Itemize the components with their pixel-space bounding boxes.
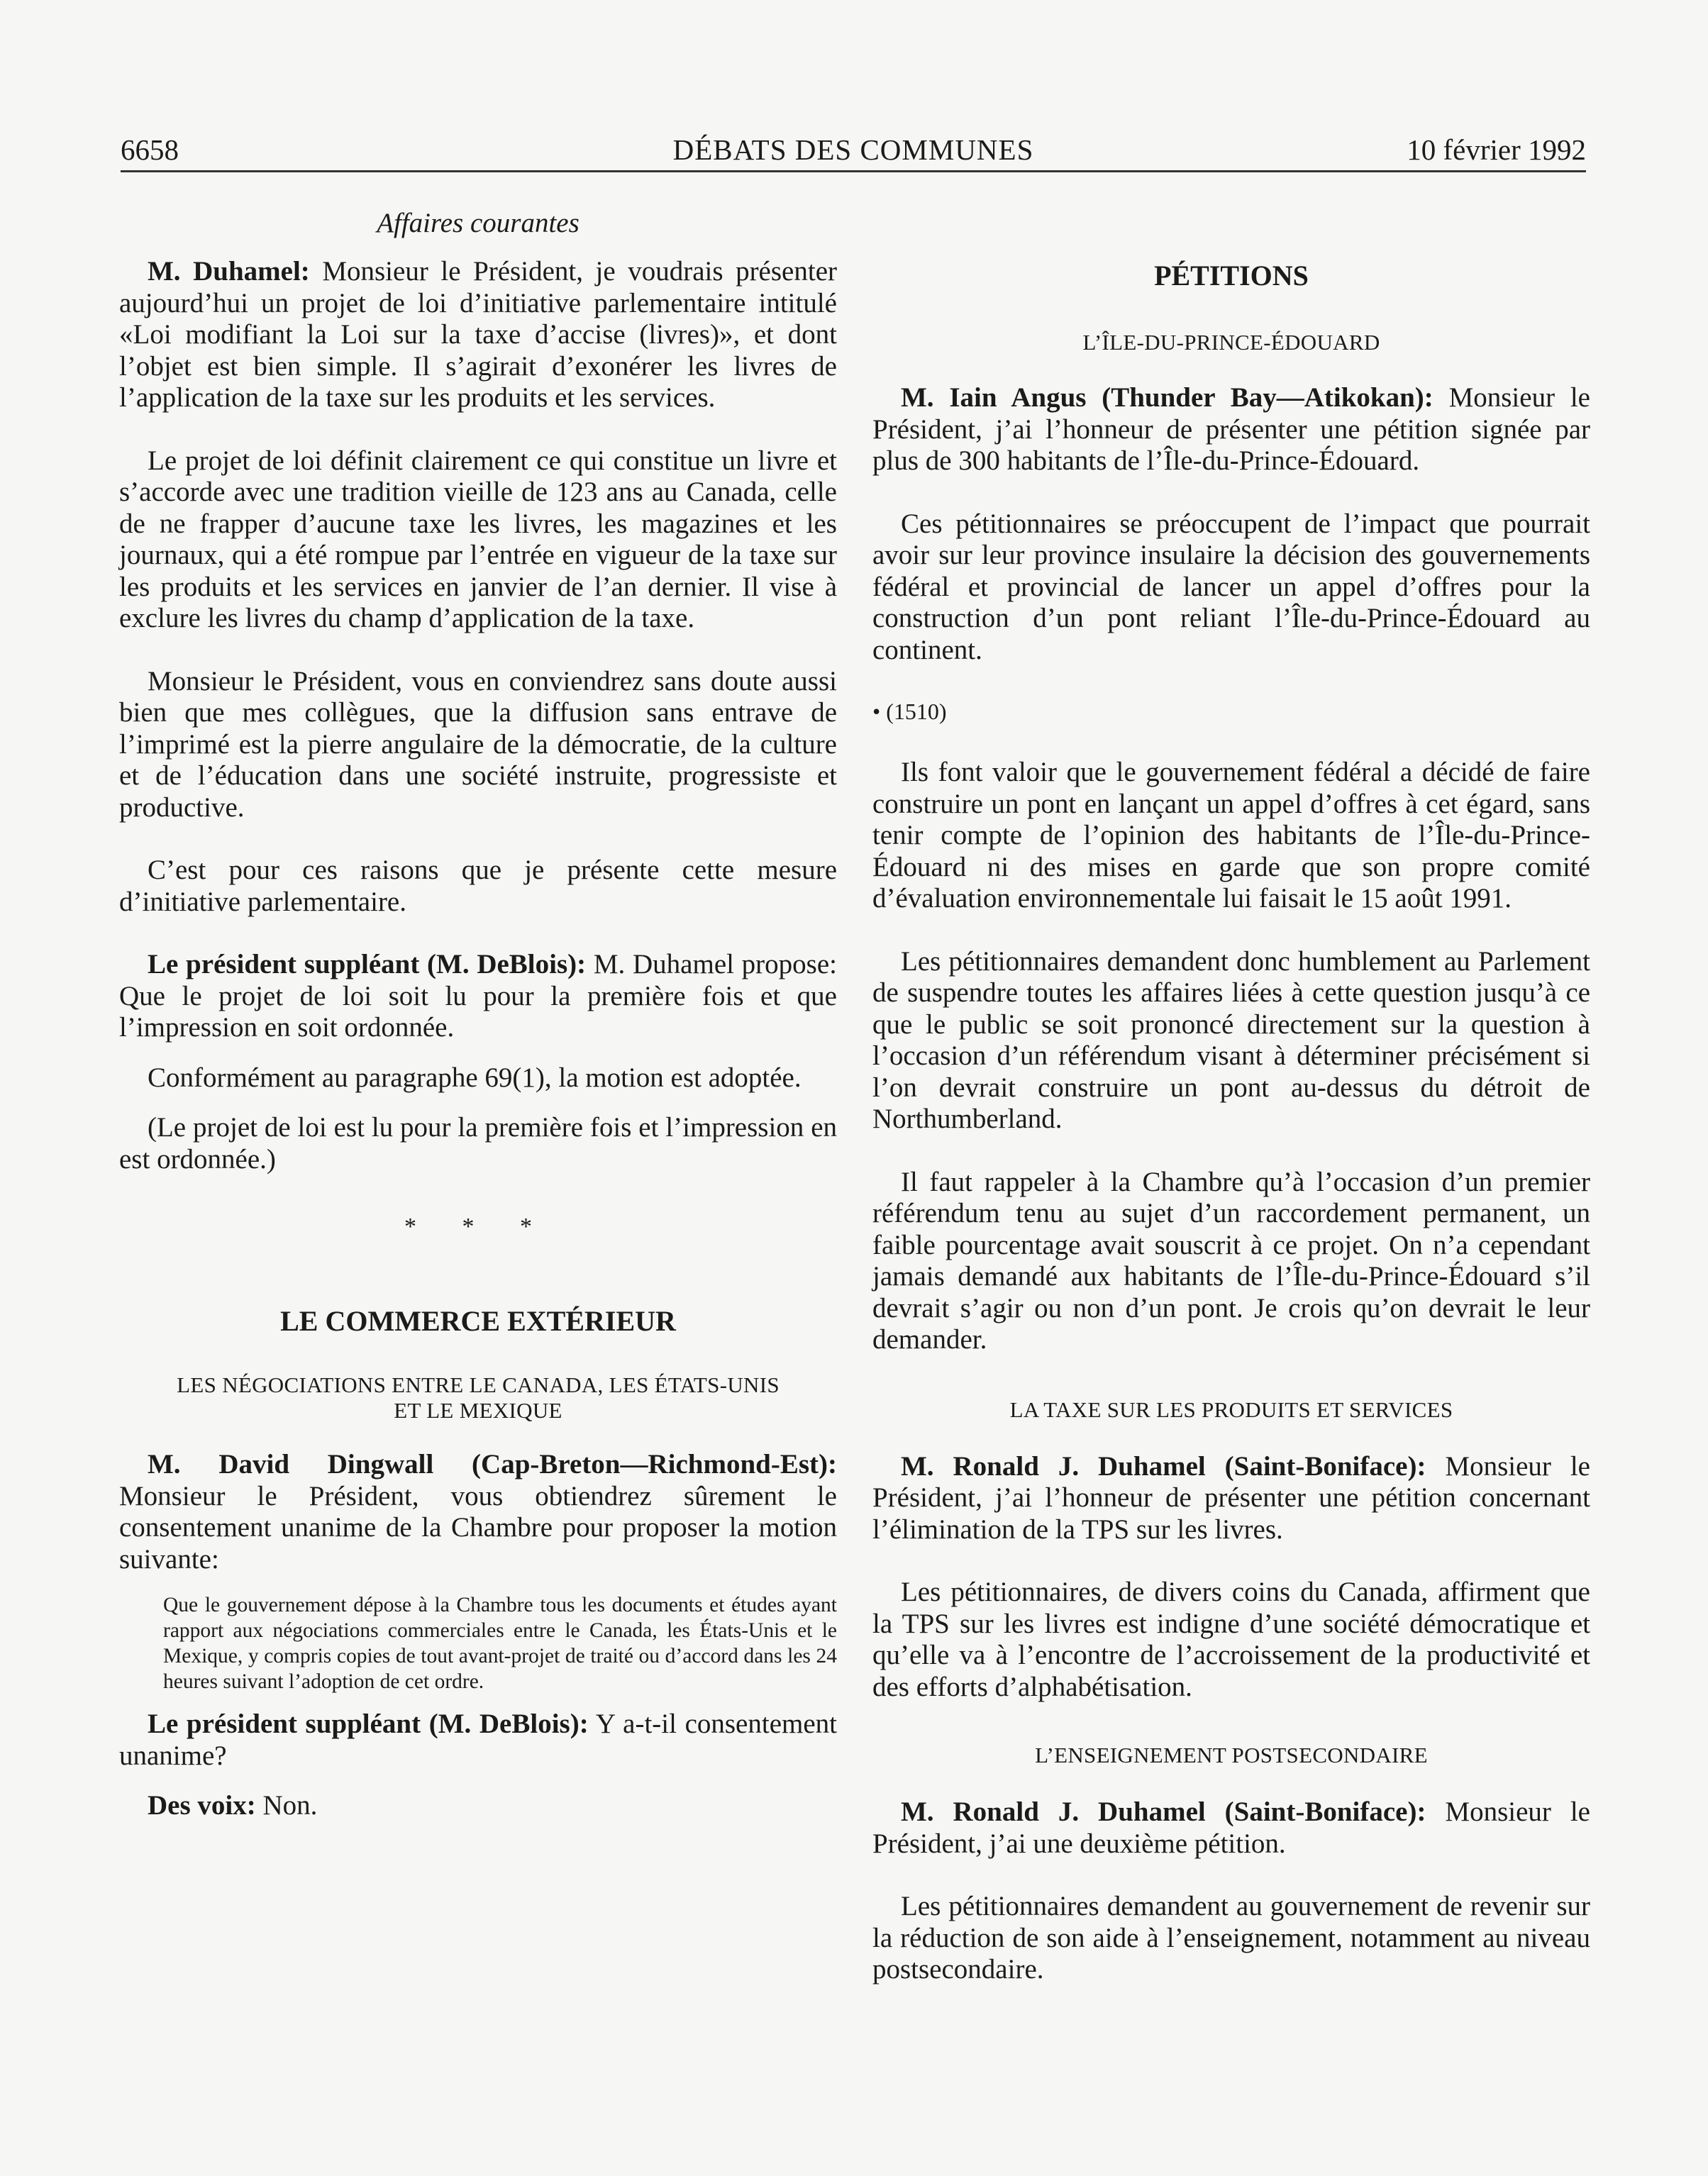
speech-text: Monsieur le Président, je voudrais présenter aujourd’hui un projet de loi d’initiative parlementaire intitulé «Loi modifiant la Loi sur la taxe d’accise (livres)», et dont l’objet est bien simple. Il s’agirait d’exonérer les livres de l’application de la taxe sur les produits et les services.: [119, 256, 837, 413]
speaker-name: M. Iain Angus (Thunder Bay—Atikokan):: [901, 382, 1434, 413]
paragraph: [119, 256, 837, 414]
speech-text: Y a-t-il consentement unanime?: [119, 1709, 837, 1771]
speech-text: M. Duhamel propose: Que le projet de loi soit lu pour la première fois et que l’impression en soit ordonnée.: [119, 949, 837, 1043]
left-column: [119, 202, 837, 1822]
timestamp: • (1510): [872, 699, 947, 724]
paragraph: [119, 949, 837, 1044]
paragraph: [119, 1709, 837, 1772]
speaker-name: M. Ronald J. Duhamel (Saint-Boniface):: [901, 1797, 1426, 1827]
page-number: 6658: [121, 133, 179, 166]
speaker-name: M. David Dingwall (Cap-Breton—Richmond-Est):: [148, 1449, 837, 1480]
paragraph: [872, 1797, 1590, 1860]
speaker-name: Le président suppléant (M. DeBlois):: [148, 949, 587, 979]
subsection-heading: L’ENSEIGNEMENT POSTSECONDAIRE: [1035, 1743, 1428, 1767]
rubric-title: Affaires courantes: [377, 208, 580, 238]
subsection-heading: ET LE MEXIQUE: [394, 1398, 562, 1423]
section-heading: PÉTITIONS: [1154, 260, 1309, 292]
speaker-name: Le président suppléant (M. DeBlois):: [148, 1709, 589, 1739]
publication-date: 10 février 1992: [1407, 133, 1586, 166]
section-heading: LE COMMERCE EXTÉRIEUR: [280, 1305, 676, 1337]
paragraph: Il faut rappeler à la Chambre qu’à l’occasion d’un premier référendum tenu au sujet d’un raccordement permanent, un faible pourcentage avait souscrit à ce projet. On n’a cependant jamais demandé aux habitants de l’Île-du-Prince-Édouard s’il devrait s’agir ou non d’un pont. Je crois qu’on devrait le leur demander.: [872, 1166, 1590, 1355]
paragraph: Ces pétitionnaires se préoccupent de l’impact que pourrait avoir sur leur province insulaire la décision des gouvernements fédéral et provincial de lancer un appel d’offres pour la construction d’un pont reliant l’Île-du-Prince-Édouard au continent.: [872, 508, 1590, 665]
paragraph: Les pétitionnaires demandent donc humblement au Parlement de suspendre toutes les affaires liées à cette question jusqu’à ce que le public se soit prononcé directement sur la question à l’occasion d’un référendum visant à déterminer précisément si l’on devrait construire un pont au-dessus du détroit de Northumberland.: [872, 945, 1590, 1134]
subsection-heading: LA TAXE SUR LES PRODUITS ET SERVICES: [1009, 1397, 1453, 1422]
speech-text: Monsieur le Président, j’ai l’honneur de présenter une pétition signée par plus de 300 habitants de l’Île-du-Prince-Édouard.: [872, 382, 1590, 476]
paragraph: Ils font valoir que le gouvernement fédéral a décidé de faire construire un pont en lançant un appel d’offres à cet égard, sans tenir compte de l’opinion des habitants de l’Île-du-Prince-Édouard ni des mises en garde que son propre comité d’évaluation environnementale lui faisait le 15 août 1991.: [872, 757, 1590, 914]
paragraph: C’est pour ces raisons que je présente cette mesure d’initiative parlementaire.: [119, 855, 837, 917]
subsection-heading: L’ÎLE-DU-PRINCE-ÉDOUARD: [1082, 330, 1380, 355]
speech-text: Monsieur le Président, j’ai l’honneur de présenter une pétition concernant l’élimination de la TPS sur les livres.: [872, 1450, 1590, 1545]
paragraph: Conformément au paragraphe 69(1), la motion est adoptée.: [148, 1062, 802, 1093]
publication-title: DÉBATS DES COMMUNES: [672, 133, 1034, 166]
subsection-heading: LES NÉGOCIATIONS ENTRE LE CANADA, LES ÉTATS-UNIS: [177, 1372, 780, 1397]
paragraph: Les pétitionnaires, de divers coins du Canada, affirment que la TPS sur les livres est indigne d’une société démocratique et qu’elle va à l’encontre de l’accroissement de la productivité et des efforts d’alphabétisation.: [872, 1577, 1590, 1702]
right-column: [872, 202, 1590, 1986]
speech-text: Non.: [255, 1790, 318, 1821]
running-header: [121, 132, 1586, 172]
paragraph: [119, 1449, 837, 1575]
speaker-name: M. Duhamel:: [148, 256, 310, 287]
speaker-name: Des voix:: [148, 1790, 256, 1821]
paragraph: (Le projet de loi est lu pour la première fois et l’impression en est ordonnée.): [119, 1112, 837, 1175]
section-divider: * * *: [404, 1214, 552, 1240]
paragraph: [119, 1790, 837, 1822]
paragraph: [872, 1451, 1590, 1546]
motion-quote: Que le gouvernement dépose à la Chambre tous les documents et études ayant rapport aux négociations commerciales entre le Canada, les États-Unis et le Mexique, y compris copies de tout avant-projet de traité ou d’accord dans les 24 heures suivant l’adoption de cet ordre.: [163, 1594, 837, 1693]
speaker-name: M. Ronald J. Duhamel (Saint-Boniface):: [901, 1450, 1426, 1482]
speech-text: Monsieur le Président, j’ai une deuxième pétition.: [872, 1797, 1590, 1859]
paragraph: Les pétitionnaires demandent au gouvernement de revenir sur la réduction de son aide à l’enseignement, notamment au niveau postsecondaire.: [872, 1891, 1590, 1985]
paragraph: Le projet de loi définit clairement ce qui constitue un livre et s’accorde avec une tradition vieille de 123 ans au Canada, celle de ne frapper d’aucune taxe les livres, les magazines et les journaux, qui a été rompue par l’entrée en vigueur de la taxe sur les produits et les services en janvier de l’an dernier. Il vise à exclure les livres du champ d’application de la taxe.: [119, 445, 837, 633]
paragraph: Monsieur le Président, vous en conviendrez sans doute aussi bien que mes collègues, que la diffusion sans entrave de l’imprimé est la pierre angulaire de la démocratie, de la culture et de l’éducation dans une société instruite, progressiste et productive.: [119, 665, 837, 823]
paragraph: [872, 382, 1590, 477]
speech-text: Monsieur le Président, vous obtiendrez sûrement le consentement unanime de la Chambre pour proposer la motion suivante:: [119, 1480, 837, 1575]
